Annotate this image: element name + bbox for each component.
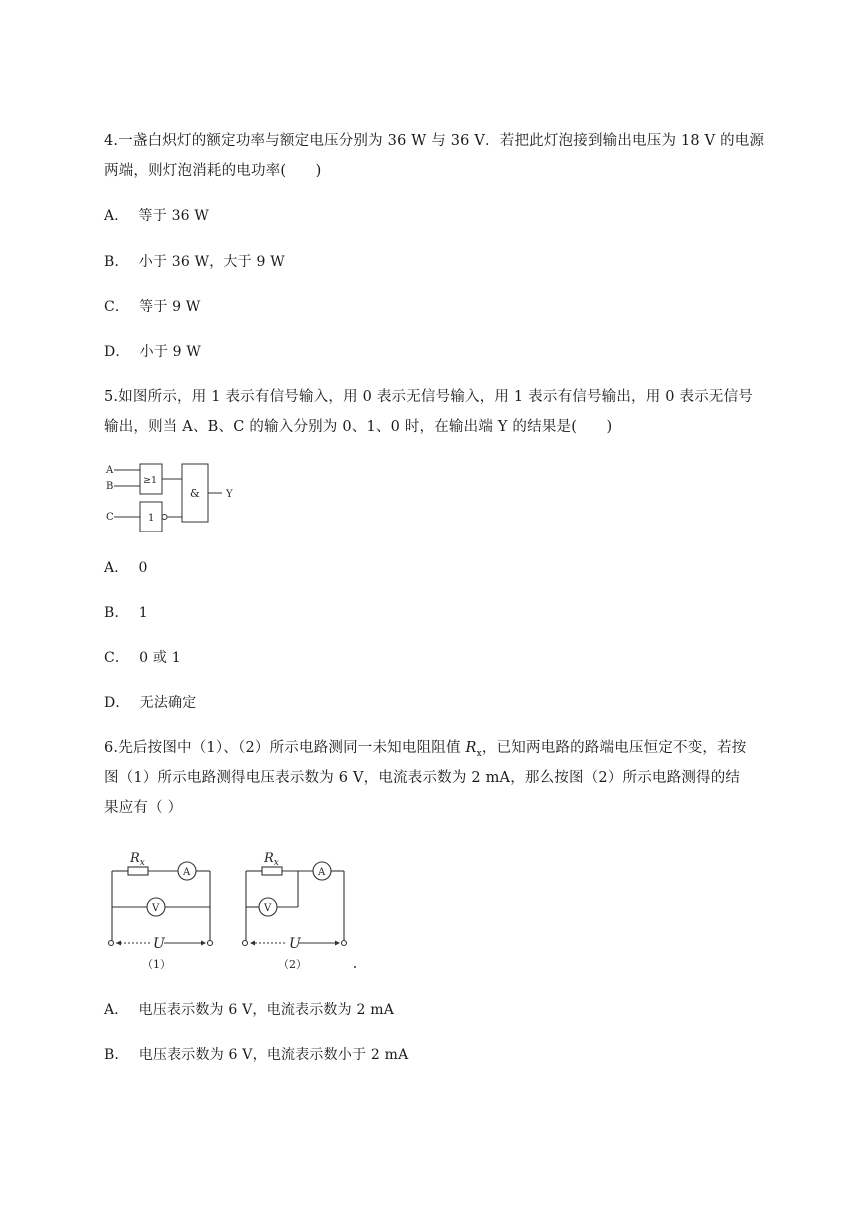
option-label: A．: [104, 208, 129, 224]
input-c-label: C: [106, 512, 114, 523]
q4-stem-line2: 两端，则灯泡消耗的电功率( ): [104, 163, 322, 179]
terminal-1-left: [109, 941, 114, 946]
q5-option-a: [104, 558, 148, 578]
resistor-symbol: R: [465, 740, 477, 756]
terminal-2-left: [243, 941, 248, 946]
resistor-label-2: $R_x$: [264, 851, 279, 868]
resistor-1: [128, 867, 148, 875]
logic-gate-figure: [100, 460, 250, 532]
voltage-label-1: U: [153, 936, 165, 952]
q6-stem-pre: 6.先后按图中（1）、（2）所示电路测同一未知电阻阻值: [104, 740, 466, 756]
q6-stem-post: ，已知两电路的路端电压恒定不变，若按: [481, 740, 747, 756]
option-label: A．: [104, 1002, 129, 1018]
option-text: 电压表示数为 6 V，电流表示数为 2 mA: [138, 1002, 395, 1018]
q5-option-d: [104, 693, 196, 713]
q6-option-a: [104, 1000, 394, 1020]
option-label: B．: [104, 605, 129, 621]
option-text: 电压表示数为 6 V，电流表示数小于 2 mA: [138, 1047, 409, 1063]
not-gate-bubble: [162, 515, 167, 520]
option-text: 等于 36 W: [138, 208, 210, 224]
caption-1: （1）: [142, 958, 171, 971]
q6-stem-line1: [104, 738, 747, 764]
and-gate-symbol: &: [190, 487, 200, 500]
option-text: 小于 36 W，大于 9 W: [138, 254, 285, 270]
option-label: D．: [104, 344, 130, 360]
voltmeter-2-label: V: [264, 903, 272, 914]
option-text: 0: [138, 560, 148, 576]
or-gate-symbol: ≥1: [143, 475, 158, 486]
q6-stem-line3: 果应有（ ）: [104, 800, 183, 816]
q6-option-b: [104, 1045, 408, 1065]
resistor-2: [262, 867, 282, 875]
q6-stem-line2: 图（1）所示电路测得电压表示数为 6 V，电流表示数为 2 mA，那么按图（2）所示电路测得的结: [104, 770, 741, 786]
option-label: B．: [104, 254, 129, 270]
option-text: 0 或 1: [139, 650, 181, 666]
output-y-label: Y: [226, 489, 233, 500]
option-text: 等于 9 W: [139, 299, 201, 315]
terminal-2-right: [342, 941, 347, 946]
option-label: C．: [104, 299, 130, 315]
q5-stem-line2: 输出，则当 A、B、C 的输入分别为 0、1、0 时，在输出端 Y 的结果是( ): [104, 419, 613, 435]
option-text: 无法确定: [139, 695, 197, 711]
option-label: B．: [104, 1047, 129, 1063]
resistor-label-1: $R_x$: [130, 851, 145, 868]
q4-option-b: [104, 252, 285, 272]
terminal-1-right: [208, 941, 213, 946]
voltage-label-2: U: [289, 936, 301, 952]
option-text: 1: [138, 605, 148, 621]
q5-option-b: [104, 603, 148, 623]
option-label: D．: [104, 695, 130, 711]
q4-stem-line1: 4.一盏白炽灯的额定功率与额定电压分别为 36 W 与 36 V．若把此灯泡接到输出电压为 18 V 的电源: [104, 133, 765, 149]
input-a-label: A: [106, 465, 114, 476]
option-label: A．: [104, 560, 129, 576]
option-text: 小于 9 W: [139, 344, 202, 360]
voltmeter-1-label: V: [152, 903, 160, 914]
circuit-figure: [100, 842, 370, 974]
not-gate-symbol: 1: [148, 513, 155, 524]
q5-option-c: [104, 648, 181, 668]
q4-option-d: [104, 342, 201, 362]
q5-stem-line1: 5.如图所示，用 1 表示有信号输入，用 0 表示无信号输入，用 1 表示有信号输出，用 0 表示无信号: [104, 389, 754, 405]
input-b-label: B: [106, 481, 114, 492]
ammeter-2-label: A: [318, 867, 326, 878]
option-label: C．: [104, 650, 130, 666]
q4-option-a: [104, 206, 209, 226]
q4-option-c: [104, 297, 201, 317]
ammeter-1-label: A: [183, 867, 191, 878]
resistor-subscript: x: [476, 748, 482, 759]
caption-2: （2）: [278, 958, 307, 971]
